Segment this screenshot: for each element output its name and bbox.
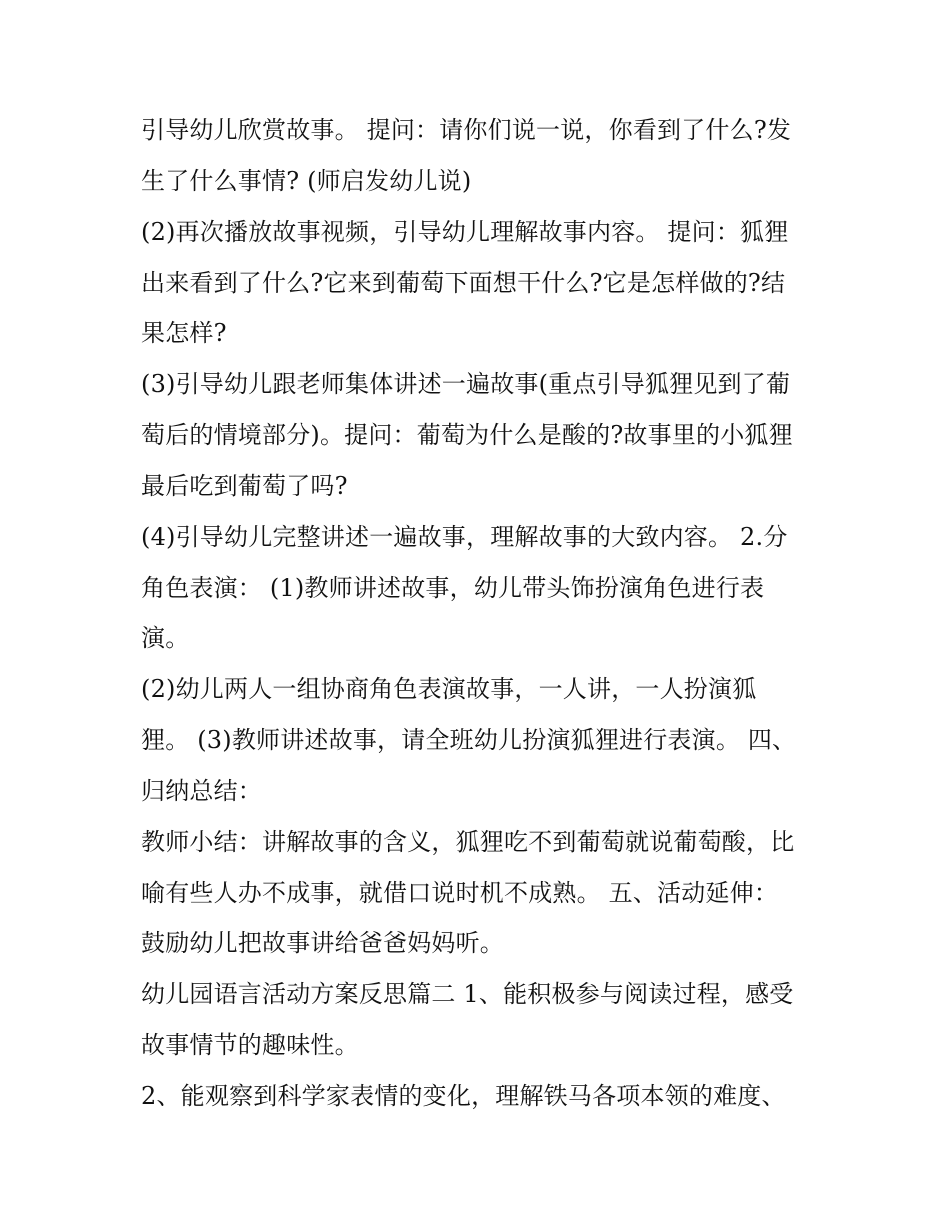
text-line: 归纳总结：	[141, 777, 262, 805]
text-line: (4)引导幼儿完整讲述一遍故事，理解故事的大致内容。 2.分	[141, 523, 788, 551]
text-line: 喻有些人办不成事，就借口说时机不成熟。 五、活动延伸：	[141, 879, 779, 907]
text-line: 故事情节的趣味性。	[141, 1031, 359, 1059]
text-line: 引导幼儿欣赏故事。 提问：请你们说一说，你看到了什么?发	[141, 116, 792, 144]
text-line: 鼓励幼儿把故事讲给爸爸妈妈听。	[141, 929, 504, 957]
text-line: (2)幼儿两人一组协商角色表演故事，一人讲，一人扮演狐	[141, 675, 757, 703]
text-line: 狸。 (3)教师讲述故事，请全班幼儿扮演狐狸进行表演。 四、	[141, 726, 797, 754]
text-line: 演。	[141, 624, 190, 652]
text-line: 生了什么事情? (师启发幼儿说)	[141, 167, 472, 195]
text-line: (2)再次播放故事视频，引导幼儿理解故事内容。 提问：狐狸	[141, 218, 789, 246]
text-line: 教师小结：讲解故事的含义，狐狸吃不到葡萄就说葡萄酸，比	[141, 828, 795, 856]
text-line: 2、能观察到科学家表情的变化，理解铁马各项本领的难度、	[141, 1082, 786, 1110]
text-line: 果怎样?	[141, 319, 227, 347]
text-line: (3)引导幼儿跟老师集体讲述一遍故事(重点引导狐狸见到了葡	[141, 370, 791, 398]
text-line: 萄后的情境部分)。提问：葡萄为什么是酸的?故事里的小狐狸	[141, 421, 793, 449]
text-line: 角色表演： (1)教师讲述故事，幼儿带头饰扮演角色进行表	[141, 574, 765, 602]
text-line: 幼儿园语言活动方案反思篇二 1、能积极参与阅读过程，感受	[141, 980, 794, 1008]
text-line: 出来看到了什么?它来到葡萄下面想干什么?它是怎样做的?结	[141, 269, 786, 297]
text-line: 最后吃到葡萄了吗?	[141, 472, 348, 500]
